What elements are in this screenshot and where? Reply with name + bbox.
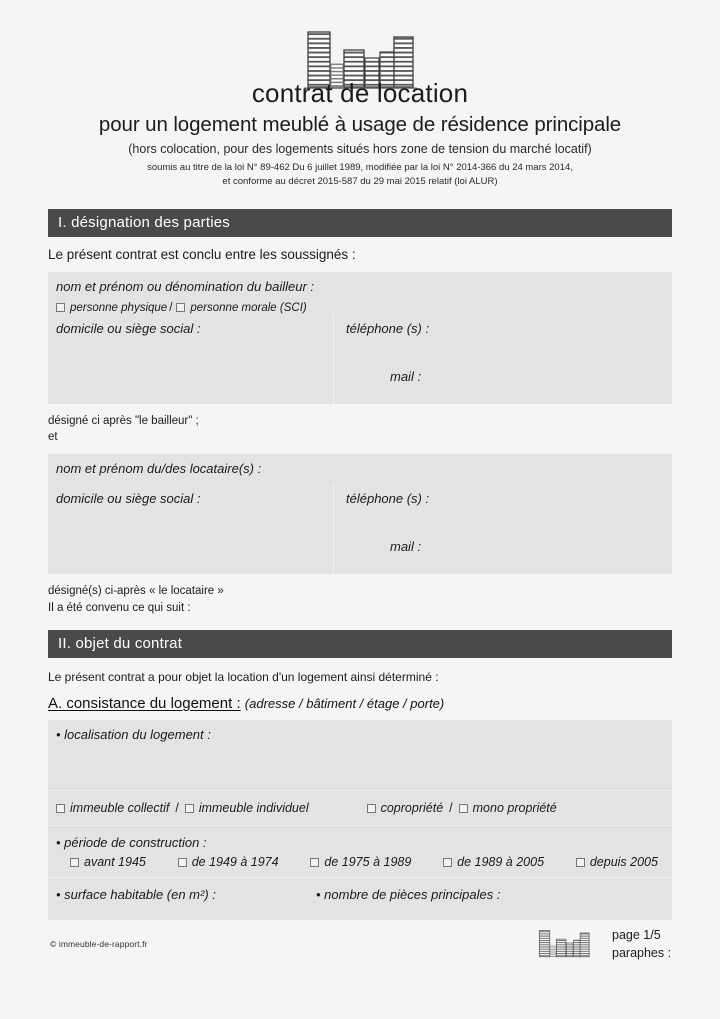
page-footer [0, 923, 720, 969]
subsection-a-hint: (adresse / bâtiment / étage / porte) [244, 695, 445, 711]
building-type-separator: / [175, 800, 179, 815]
surface-rooms-row [48, 878, 672, 912]
label-mono-propriete: mono propriété [472, 800, 557, 815]
checkbox-personne-morale[interactable] [176, 303, 185, 312]
footer-page-info [612, 927, 671, 962]
tenant-phone-label: téléphone (s) : [346, 491, 430, 507]
section1-intro-text: Le présent contrat est conclu entre les soussignés : [48, 246, 356, 262]
building-type-row [48, 791, 672, 825]
lessor-designation-line-1: désigné ci après "le bailleur" ; [48, 414, 199, 427]
footer-city-skyline-icon [536, 923, 592, 968]
construction-period-label: • période de construction : [56, 834, 207, 850]
label-copropriete: copropriété [380, 800, 444, 815]
checkbox-depuis-2005[interactable] [576, 858, 585, 867]
checkbox-1989-2005[interactable] [443, 858, 452, 867]
footer-paraphes-label: paraphes : [612, 945, 672, 960]
lessor-contact-column [333, 314, 672, 404]
rooms-label: • nombre de pièces principales : [316, 886, 501, 902]
lessor-phone-label: téléphone (s) : [346, 320, 430, 336]
tenant-mail-label: mail : [390, 539, 422, 555]
lessor-designation-line-2: et [48, 431, 58, 444]
footer-copyright: © immeuble-de-rapport.fr [50, 939, 148, 949]
tenant-designation-line-1: désigné(s) ci-après « le locataire » [48, 585, 224, 598]
surface-label: • surface habitable (en m²) : [56, 886, 216, 902]
tenant-designation-note [48, 583, 672, 616]
lessor-address-column [48, 314, 333, 404]
label-period-3: de 1989 à 2005 [457, 854, 545, 869]
ownership-separator: / [449, 800, 453, 815]
building-collective-option[interactable] [56, 801, 169, 815]
construction-period-options [48, 850, 672, 877]
checkbox-1949-1974[interactable] [178, 858, 187, 867]
lessor-type-checkbox-row [48, 294, 672, 314]
label-period-2: de 1975 à 1989 [324, 854, 412, 869]
section-header-designation-des-parties: I. désignation des parties [48, 209, 672, 237]
checkbox-mono-propriete[interactable] [459, 804, 468, 813]
document-title: contrat de location [251, 78, 469, 108]
legal-line-2: et conforme au décret 2015-587 du 29 mai 2015 relatif (loi ALUR) [222, 175, 498, 187]
period-option-3[interactable] [443, 855, 544, 869]
checkbox-immeuble-individuel[interactable] [185, 804, 194, 813]
section2-intro-text: Le présent contrat a pour objet la location d'un logement ainsi déterminé : [48, 670, 439, 685]
housing-form-box [48, 720, 672, 920]
lessor-address-label: domicile ou siège social : [56, 320, 201, 336]
label-period-4: depuis 2005 [589, 854, 658, 869]
period-option-2[interactable] [310, 855, 411, 869]
document-legal-reference [0, 161, 720, 189]
label-period-1: de 1949 à 1974 [191, 854, 279, 869]
checkbox-separator: / [169, 301, 173, 314]
lessor-designation-note [48, 413, 672, 446]
lessor-name-label: nom et prénom ou dénomination du bailleur : [56, 278, 314, 294]
label-immeuble-individuel: immeuble individuel [198, 800, 309, 815]
section-header-objet-du-contrat: II. objet du contrat [48, 630, 672, 658]
ownership-co-option[interactable] [367, 801, 444, 815]
checkbox-copropriete[interactable] [367, 804, 376, 813]
label-personne-physique: personne physique [70, 301, 168, 314]
period-option-4[interactable] [576, 855, 658, 869]
lessor-form-box [48, 272, 672, 404]
tenant-address-column [48, 484, 333, 574]
checkbox-immeuble-collectif[interactable] [56, 804, 65, 813]
localisation-label: • localisation du logement : [56, 726, 211, 742]
period-option-1[interactable] [178, 855, 279, 869]
tenant-name-label: nom et prénom du/des locataire(s) : [56, 461, 262, 477]
checkbox-1975-1989[interactable] [310, 858, 319, 867]
tenant-address-label: domicile ou siège social : [56, 491, 201, 507]
footer-page-number: page 1/5 [612, 928, 661, 942]
ownership-mono-option[interactable] [459, 801, 557, 815]
subsection-a-heading [48, 695, 672, 712]
label-personne-morale: personne morale (SCI) [190, 301, 307, 314]
building-individual-option[interactable] [185, 801, 309, 815]
label-immeuble-collectif: immeuble collectif [70, 800, 170, 815]
period-option-0[interactable] [70, 855, 146, 869]
label-period-0: avant 1945 [84, 854, 146, 869]
checkbox-personne-physique[interactable] [56, 303, 65, 312]
checkbox-avant-1945[interactable] [70, 858, 79, 867]
header-logo-container [0, 0, 720, 72]
tenant-designation-line-2: Il a été convenu ce qui suit : [48, 601, 191, 614]
lessor-mail-label: mail : [390, 368, 422, 384]
document-subtitle: pour un logement meublé à usage de résidence principale [98, 113, 622, 136]
subsection-a-title: A. consistance du logement : [48, 694, 241, 712]
tenant-contact-column [333, 484, 672, 574]
legal-line-1: soumis au titre de la loi N° 89-462 Du 6 juillet 1989, modifiée par la loi N° 2014-366 du 24 mars 2014, [147, 162, 573, 173]
tenant-form-box [48, 454, 672, 574]
document-note: (hors colocation, pour des logements situés hors zone de tension du marché locatif) [128, 142, 592, 156]
